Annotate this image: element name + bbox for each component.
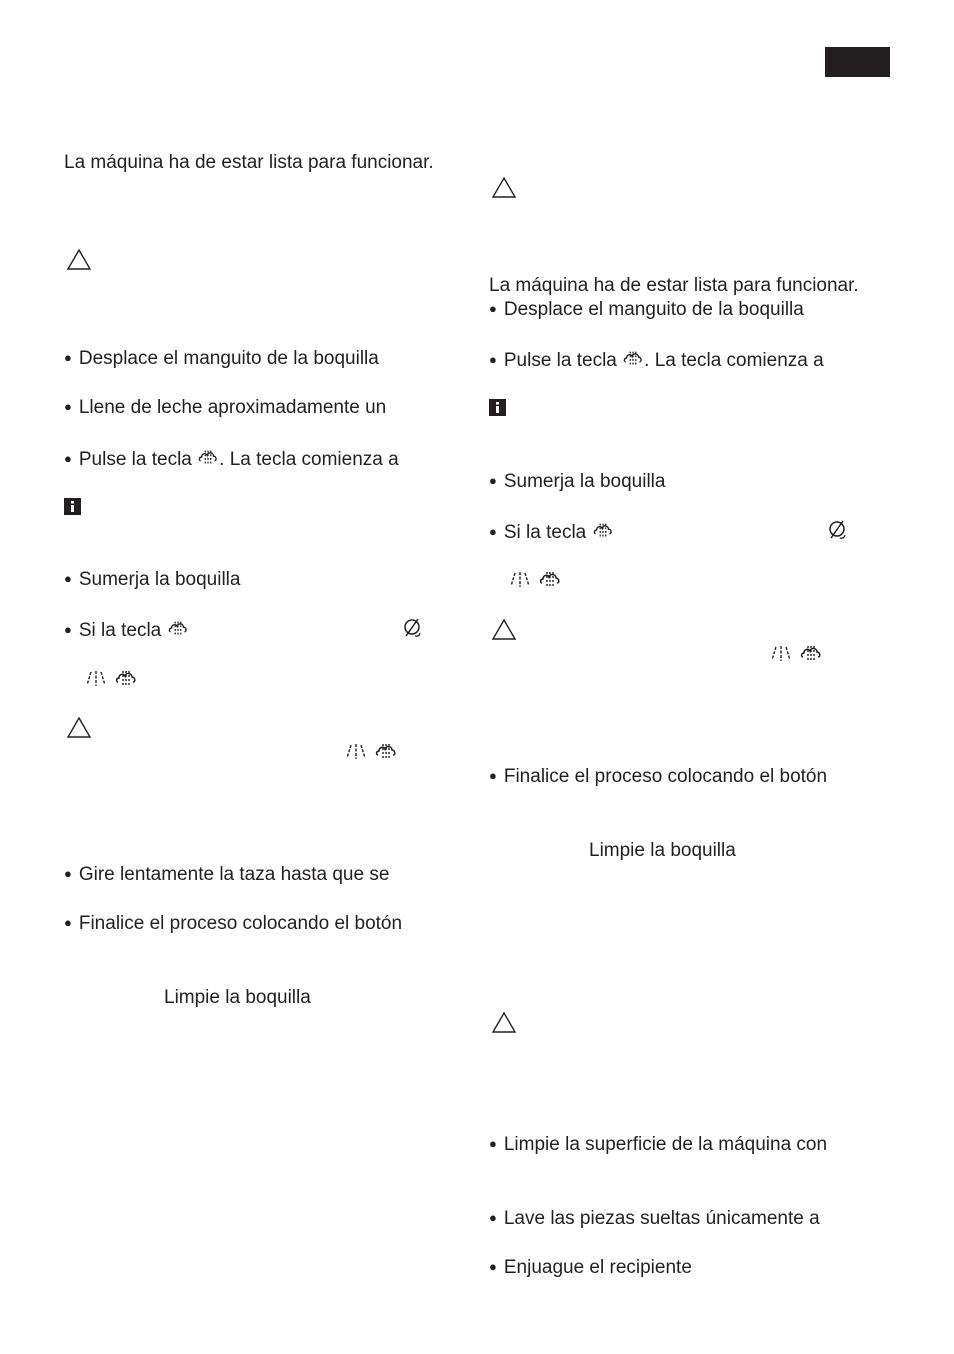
left-bullet-4: ● Sumerja la boquilla — [64, 569, 241, 590]
steam-icon — [592, 520, 614, 542]
info-icon — [64, 498, 81, 515]
left-bullet-2: ● Llene de leche aproximadamente un — [64, 397, 387, 418]
left-bullet-1: ● Desplace el manguito de la boquilla — [64, 348, 379, 369]
steam-icon — [197, 447, 219, 469]
right-bullet-4: ● Si la tecla — [489, 520, 614, 545]
warning-triangle-icon — [491, 176, 517, 200]
left-bullet-5: ● Si la tecla — [64, 618, 189, 643]
steam-icon — [374, 740, 398, 764]
right-intro: La máquina ha de estar lista para funcionar. — [489, 275, 859, 296]
steam-icon — [538, 568, 562, 592]
warning-triangle-icon — [491, 618, 517, 642]
right-bullet-5: ● Finalice el proceso colocando el botón — [489, 766, 828, 787]
steam-icon — [799, 642, 823, 666]
left-intro: La máquina ha de estar lista para funcionar. — [64, 152, 434, 173]
right-bullet-1: ● Desplace el manguito de la boquilla — [489, 299, 804, 320]
left-bullet-7: ● Finalice el proceso colocando el botón — [64, 913, 403, 934]
info-icon — [489, 399, 506, 416]
no-water-icon — [825, 518, 849, 542]
no-water-icon — [400, 616, 424, 640]
right-bullet-7: ● Lave las piezas sueltas únicamente a — [489, 1208, 820, 1229]
spray-icon — [84, 667, 108, 691]
warning-triangle-icon — [66, 716, 92, 740]
right-bullet-3: ● Sumerja la boquilla — [489, 471, 666, 492]
left-bullet-3: ● Pulse la tecla . La tecla comienza a — [64, 449, 399, 470]
right-clean-text: Limpie la boquilla — [589, 840, 736, 861]
steam-icon — [114, 667, 138, 691]
left-clean-text: Limpie la boquilla — [164, 987, 311, 1008]
right-bullet-8: ● Enjuague el recipiente — [489, 1257, 692, 1278]
spray-icon — [508, 568, 532, 592]
warning-triangle-icon — [66, 248, 92, 272]
right-bullet-6: ● Limpie la superficie de la máquina con — [489, 1134, 828, 1155]
warning-triangle-icon — [491, 1011, 517, 1035]
header-tab — [825, 47, 890, 77]
spray-icon — [344, 740, 368, 764]
right-bullet-2: ● Pulse la tecla . La tecla comienza a — [489, 350, 824, 371]
spray-icon — [769, 642, 793, 666]
steam-icon — [622, 348, 644, 370]
steam-icon — [167, 618, 189, 640]
left-bullet-6: ● Gire lentamente la taza hasta que se — [64, 864, 390, 885]
